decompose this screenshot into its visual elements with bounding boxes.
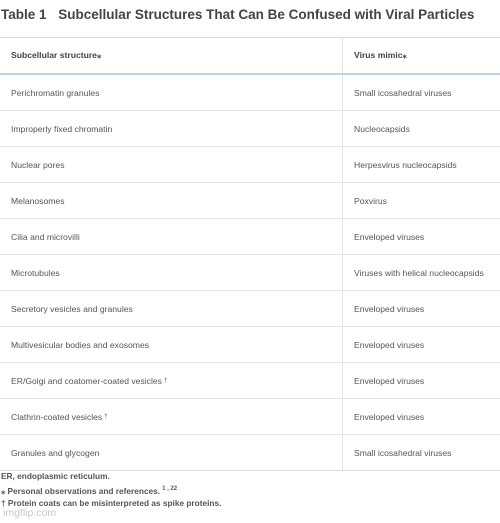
virus-mimic-cell: Small icosahedral viruses <box>354 87 452 98</box>
footnote-observations-text: ⁎ Personal observations and references. <box>1 485 161 496</box>
table-row <box>0 398 500 434</box>
footnote-abbreviation: ER, endoplasmic reticulum. <box>1 471 110 481</box>
table-row <box>0 75 500 110</box>
data-table <box>0 37 500 471</box>
structure-cell <box>0 363 343 398</box>
virus-mimic-cell: Nucleocapsids <box>354 123 410 134</box>
structure-text: Multivesicular bodies and exosomes <box>11 339 150 350</box>
table-title <box>1 7 474 22</box>
structure-cell <box>0 291 343 326</box>
structure-text: Secretory vesicles and granules <box>11 303 133 314</box>
structure-cell <box>0 111 343 146</box>
table-row <box>0 362 500 398</box>
table-label: Table 1 <box>1 7 47 22</box>
table-row <box>0 434 500 470</box>
structure-cell <box>0 399 343 434</box>
structure-text: Melanosomes <box>11 195 65 206</box>
footnote-references-sup: 1 , 22 <box>162 485 178 492</box>
structure-cell <box>0 75 343 110</box>
header-subcellular-structure: Subcellular structure⁎ <box>0 38 343 73</box>
structure-text: Microtubules <box>11 267 60 278</box>
virus-mimic-cell: Enveloped viruses <box>354 231 425 242</box>
structure-cell <box>0 435 343 470</box>
structure-text: Nuclear pores <box>11 159 65 170</box>
table-row <box>0 290 500 326</box>
structure-cell <box>0 183 343 218</box>
table-footnotes <box>1 470 221 509</box>
table-header-row <box>0 38 500 75</box>
structure-cell <box>0 219 343 254</box>
table-row <box>0 182 500 218</box>
virus-mimic-cell: Enveloped viruses <box>354 339 425 350</box>
structure-cell <box>0 147 343 182</box>
structure-text: Clathrin-coated vesicles <box>11 411 103 422</box>
virus-mimic-cell: Enveloped viruses <box>354 375 425 386</box>
table-row <box>0 110 500 146</box>
structure-text: ER/Golgi and coatomer-coated vesicles <box>11 375 162 386</box>
watermark: imgflip.com <box>3 507 57 519</box>
dagger-sup: † <box>163 377 168 384</box>
structure-text: Granules and glycogen <box>11 447 100 458</box>
footnote-observations <box>1 483 221 497</box>
structure-text: Cilia and microvilli <box>11 231 80 242</box>
table-row <box>0 326 500 362</box>
table-row <box>0 146 500 182</box>
dagger-sup: † <box>104 413 108 420</box>
virus-mimic-cell: Small icosahedral viruses <box>354 447 452 458</box>
table-row <box>0 218 500 254</box>
virus-mimic-cell: Viruses with helical nucleocapsids <box>354 267 484 278</box>
structure-text: Improperly fixed chromatin <box>11 123 113 134</box>
structure-cell <box>0 255 343 290</box>
virus-mimic-cell: Herpesvirus nucleocapsids <box>354 159 457 170</box>
footnote-protein-coats: † Protein coats can be misinterpreted as spike proteins. <box>1 497 222 508</box>
virus-mimic-cell: Enveloped viruses <box>354 411 425 422</box>
virus-mimic-cell: Poxvirus <box>354 195 387 206</box>
table-title-text: Subcellular Structures That Can Be Confused with Viral Particles <box>58 7 475 22</box>
structure-text: Perichromatin granules <box>11 87 100 98</box>
table-row <box>0 254 500 290</box>
virus-mimic-cell: Enveloped viruses <box>354 303 425 314</box>
structure-cell <box>0 327 343 362</box>
header-virus-mimic: Virus mimic⁎ <box>354 50 407 60</box>
